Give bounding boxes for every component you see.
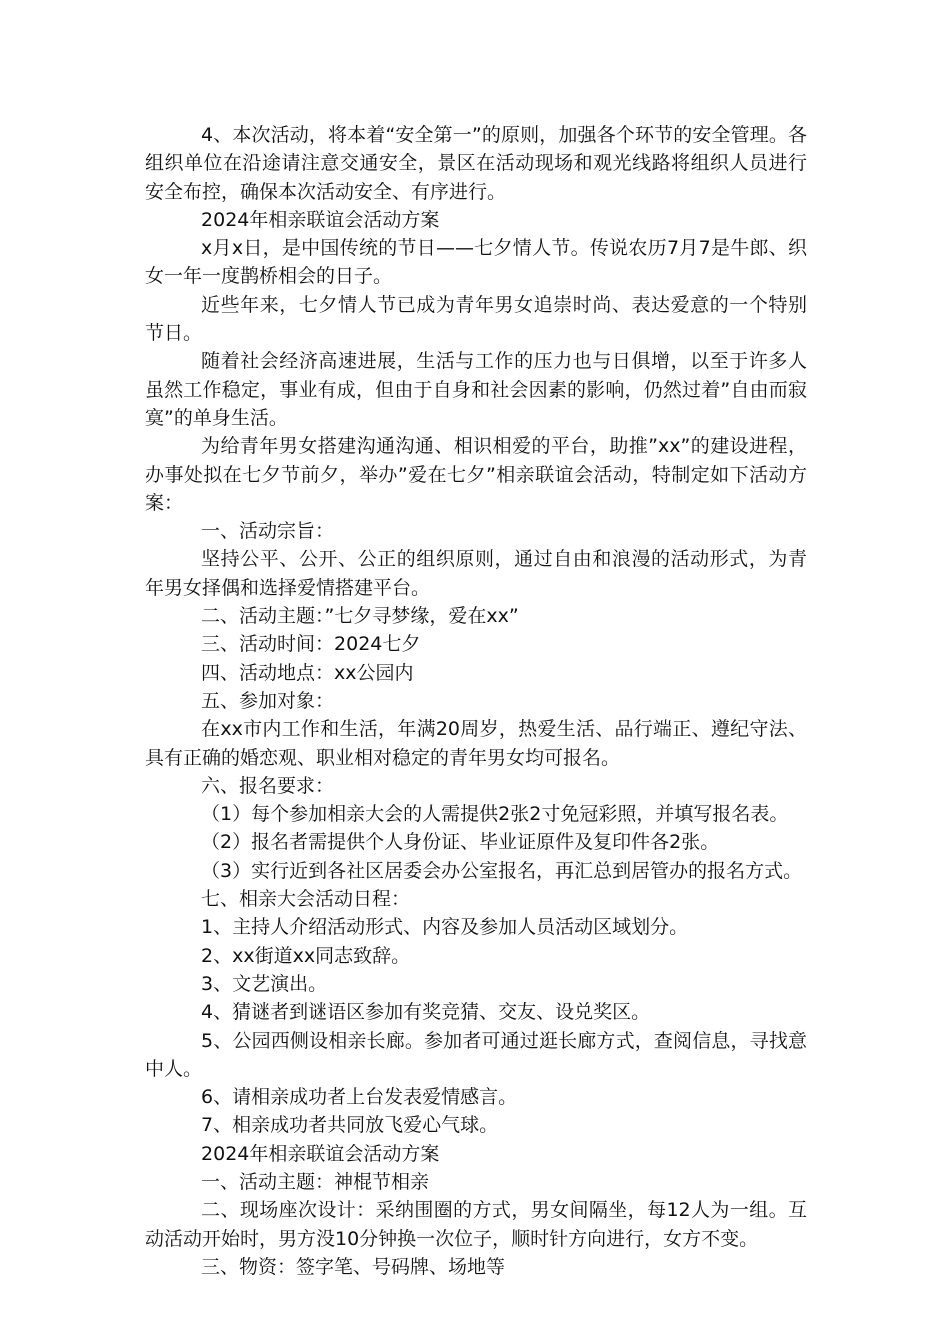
- paragraph: 坚持公平、公开、公正的组织原则，通过自由和浪漫的活动形式，为青年男女择偶和选择爱情搭建平台。: [145, 548, 807, 599]
- section-heading: 一、活动宗旨：: [201, 520, 335, 543]
- list-item: 5、公园西侧设相亲长廊。参加者可通过逛长廊方式，查阅信息，寻找意中人。: [145, 1029, 807, 1080]
- document-title: 2024年相亲联谊会活动方案: [201, 1142, 440, 1165]
- section-heading: 五、参加对象：: [201, 689, 335, 712]
- list-item: （3）实行近到各社区居委会办公室报名，再汇总到居管办的报名方式。: [201, 859, 803, 882]
- section-heading: 六、报名要求：: [201, 774, 335, 797]
- paragraph: 近些年来，七夕情人节已成为青年男女追崇时尚、表达爱意的一个特别节日。: [145, 293, 807, 345]
- section-heading: 四、活动地点：xx公园内: [201, 661, 414, 684]
- section-heading: 一、活动主题：神棍节相亲: [201, 1170, 430, 1193]
- paragraph: x月x日，是中国传统的节日——七夕情人节。传说农历7月7是牛郎、织女一年一度鹊桥相会的日子。: [145, 237, 807, 288]
- list-item: 4、猜谜者到谜语区参加有奖竞猜、交友、设兑奖区。: [201, 1001, 651, 1024]
- list-item: 7、相亲成功者共同放飞爱心气球。: [201, 1114, 499, 1137]
- paragraph: 二、现场座次设计：采纳围圈的方式，男女间隔坐，每12人为一组。互动活动开始时，男方没10分钟换一次位子，顺时针方向进行，女方不变。: [145, 1199, 807, 1250]
- list-item: （2）报名者需提供个人身份证、毕业证原件及复印件各2张。: [201, 831, 720, 854]
- list-item: 2、xx街道xx同志致辞。: [201, 944, 411, 967]
- section-heading: 三、物资：签字笔、号码牌、场地等: [201, 1255, 506, 1278]
- list-item: 6、请相亲成功者上台发表爱情感言。: [201, 1086, 518, 1109]
- paragraph: 4、本次活动，将本着“安全第一”的原则，加强各个环节的安全管理。各组织单位在沿途请注意交通安全，景区在活动现场和观光线路将组织人员进行安全布控，确保本次活动安全、有序进行。: [145, 124, 807, 203]
- section-heading: 三、活动时间：2024七夕: [201, 633, 421, 656]
- paragraph: 为给青年男女搭建沟通沟通、相识相爱的平台，助推”xx”的建设进程，办事处拟在七夕节前夕，举办”爱在七夕”相亲联谊会活动，特制定如下活动方案：: [145, 435, 807, 514]
- paragraph: 在xx市内工作和生活，年满20周岁，热爱生活、品行端正、遵纪守法、具有正确的婚恋观、职业相对稳定的青年男女均可报名。: [145, 718, 807, 769]
- paragraph: 随着社会经济高速进展，生活与工作的压力也与日俱增，以至于许多人虽然工作稳定，事业有成，但由于自身和社会因素的影响，仍然过着”自由而寂寞”的单身生活。: [145, 350, 807, 429]
- document-title: 2024年相亲联谊会活动方案: [201, 208, 440, 231]
- list-item: 1、主持人介绍活动形式、内容及参加人员活动区域划分。: [201, 916, 689, 939]
- list-item: （1）每个参加相亲大会的人需提供2张2寸免冠彩照，并填写报名表。: [201, 803, 789, 826]
- section-heading: 二、活动主题：”七夕寻梦缘，爱在xx”: [201, 605, 519, 628]
- document-body: [145, 121, 807, 1281]
- list-item: 3、文艺演出。: [201, 972, 328, 995]
- section-heading: 七、相亲大会活动日程：: [201, 888, 411, 911]
